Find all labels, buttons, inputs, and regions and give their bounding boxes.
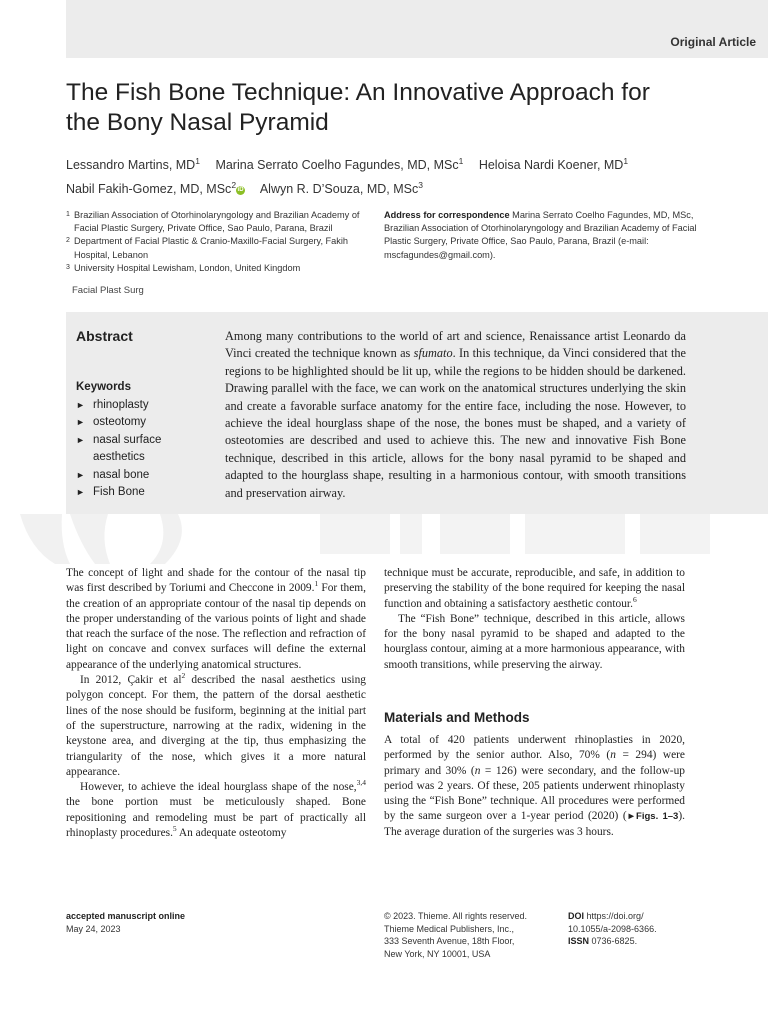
figure-link[interactable]: ►Figs. 1–3 <box>626 811 679 823</box>
keyword-arrow-icon: ► <box>76 417 85 428</box>
author-list <box>66 151 756 199</box>
thieme-watermark-icon <box>0 514 768 564</box>
paragraph: The “Fish Bone” technique, described in this article, allows for the bony nasal pyramid to be shaped and adapted to the hourglass contour, aiming at a more harmonious appearance, with smooth transitions, while preserving the airway. <box>384 612 685 671</box>
keyword-arrow-icon: ► <box>76 434 85 445</box>
paragraph: However, to achieve the ideal hourglass shape of the nose,$^{3,4}$ the bone portion must be meticulously shaped. Bone repositioning and remodeling must be part of practically all rhinoplasty procedures.$^5$ An adequate osteotomy <box>66 778 366 840</box>
copyright-info: © 2023. Thieme. All rights reserved. Thieme Medical Publishers, Inc., 333 Seventh Avenue, 18th Floor, New York, NY 10001, USA <box>384 911 528 959</box>
author[interactable]: Marina Serrato Coelho Fagundes, MD, MSc$^1$ <box>215 156 464 173</box>
section-heading: Materials and Methods <box>384 710 530 725</box>
author[interactable]: Alwyn R. D’Souza, MD, MSc$^3$ <box>259 180 423 197</box>
orcid-icon[interactable]: iD <box>237 187 244 194</box>
correspondence <box>384 209 704 262</box>
affiliations <box>66 209 371 275</box>
correspondence-label: Address for correspondence <box>384 210 510 220</box>
author[interactable]: Nabil Fakih-Gomez, MD, MSc$^2$iD <box>66 180 244 197</box>
citation[interactable]: 5 <box>172 824 177 834</box>
body-column-left <box>66 566 366 841</box>
header-band <box>66 0 768 58</box>
keyword-item[interactable]: ► nasal surface aesthetics <box>76 433 162 464</box>
paragraph: In 2012, Çakir et $al^2$ described the nasal aesthetics using polygon concept. For them, the pattern of the dorsal aesthetic lines of the nose should be fusiform, beginning at the initial part of the superstructure, narrowing at the radix, widening in the keystone area, and diverging at the tip, thus emphasizing the triangularity of the nose, which gives it a more natural appearance. <box>66 671 366 778</box>
citation[interactable]: 3,4 <box>356 778 366 788</box>
paragraph: technique must be accurate, reproducible, and safe, in addition to preserving the stability of the bone required for keeping the nasal function and obtaining a satisfactory aesthetic contour.$^6$ <box>384 567 685 610</box>
affiliation: 3 University Hospital Lewisham, London, United Kingdom <box>66 262 301 273</box>
author[interactable]: Lessandro Martins, $MD^1$ <box>66 156 200 173</box>
keywords-heading: Keywords <box>76 381 131 393</box>
keyword-item[interactable]: ► osteotomy <box>76 414 206 431</box>
correspondence-text: Marina Serrato Coelho Fagundes, MD, MSc, Brazilian Association of Otorhinolaryngology and Brazilian Academy of Facial Plastic Surgery, Private Office, Sao Paulo, Parana, Brazil (e-mail: mscfagundes@gmail.com). <box>384 210 697 260</box>
doi-info: DOI https://doi.org/ 10.1055/a-2098-6366. ISSN 0736-6825. <box>568 911 657 946</box>
citation[interactable]: 2 <box>181 671 186 681</box>
paragraph: A total of 420 patients underwent rhinoplasties in 2020, performed by the senior author. Also, 70% (n = 294) were primary and 30% (n = 126) were secondary, and the follow-up period was 2 years. Of these, 205 patients underwent rhinoplasty using the “Fish Bone” technique. All procedures were performed by the same surgeon over a 1-year period (2020) (►Figs. 1–3). The average duration of the surgeries was 3 hours. <box>384 734 686 838</box>
accepted-info: accepted manuscript online May 24, 2023 <box>66 911 186 934</box>
journal-name: Facial Plast Surg <box>72 285 144 296</box>
keyword-item[interactable]: ► rhinoplasty <box>76 397 206 414</box>
author[interactable]: Heloisa Nardi Koener, $MD^1$ <box>478 156 629 173</box>
keyword-arrow-icon: ► <box>76 469 85 480</box>
abstract-heading: Abstract <box>76 328 133 344</box>
keyword-arrow-icon: ► <box>76 400 85 410</box>
keyword-arrow-icon: ► <box>76 487 85 498</box>
article-type: Original Article <box>670 35 756 49</box>
affiliation: 1 Brazilian Association of Otorhinolaryngology and Brazilian Academy of Facial Plastic Surgery, Private Office, Sao Paulo, Parana, Brazil <box>66 210 360 234</box>
article-title: The Fish Bone Technique: An Innovative Approach for the Bony Nasal Pyramid <box>66 79 650 136</box>
abstract-text: Among many contributions to the world of art and science, Renaissance artist Leonardo da Vinci created the technique known as sfumato. In this technique, da Vinci considered that the regions to be highlighted should be lit up, while the regions to be hidden should be darkened. Drawing parallel with the face, we can work on the anatomical structures underlying the skin and create a favorable surface anatomy for the entire face, including the nose. However, to achieve the ideal hourglass shape of the nose, the bones must be shaped, and a variety of osteotomies are described and used to achieve this. The new and innovative Fish Bone technique, described in this article, allows for the bony nasal pyramid to be shaped and adapted to the hourglass shape, resulting in a harmonious contour, with smooth transitions and preservation airway. <box>225 329 687 500</box>
paragraph: The concept of light and shade for the contour of the nasal tip was first described by Toriumi and Checcone in 2009.$^1$ For them, the creation of an appropriate contour of the nasal tip depends on the proper understanding of the various points of light and shade that reach the surface of the nose. The reflection and refraction of light on concave and convex surfaces will define the external appearance of the underlying anatomical structures. <box>66 567 366 671</box>
methods-text <box>384 733 685 840</box>
doi-link[interactable]: https://doi.org/ <box>586 911 644 921</box>
keyword-item[interactable]: ► Fish Bone <box>76 484 206 501</box>
keyword-item[interactable]: ► nasal bone <box>76 467 206 484</box>
citation[interactable]: 1 <box>314 579 319 589</box>
citation[interactable]: 6 <box>632 594 637 604</box>
affiliation: 2 Department of Facial Plastic & Cranio-Maxillo-Facial Surgery, Fakih Hospital, Lebanon <box>66 236 349 260</box>
body-column-right <box>384 566 685 673</box>
keyword-list <box>76 397 206 501</box>
